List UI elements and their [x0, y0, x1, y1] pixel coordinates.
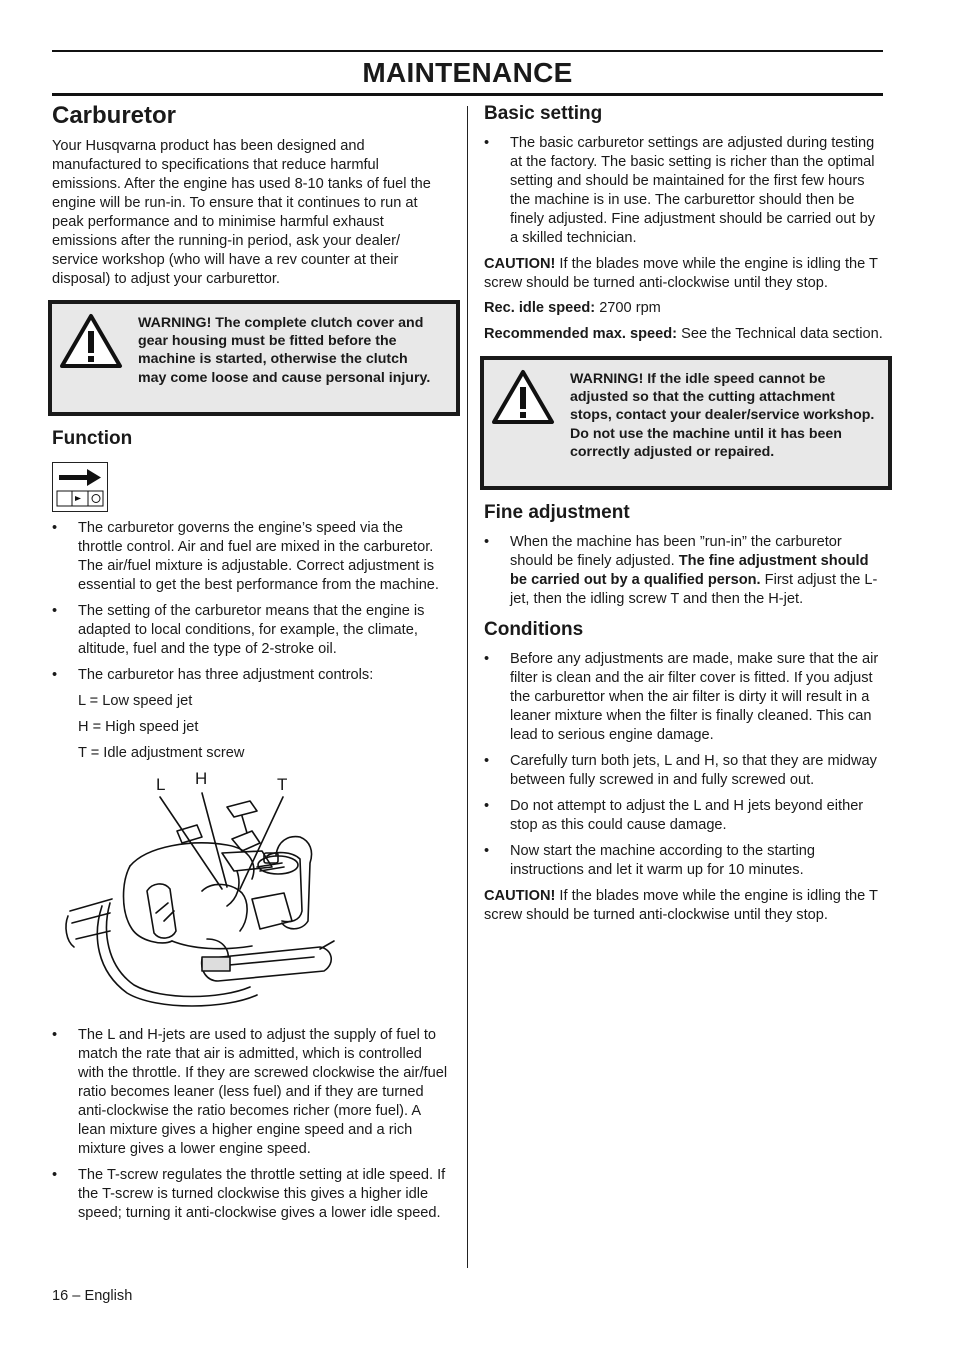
list-item: • The T-screw regulates the throttle setting at idle speed. If the T-screw is turned clockwise this gives a higher idle speed; turning it anti-clockwise gives a lower idle speed. — [52, 1166, 450, 1223]
right-column — [484, 98, 884, 925]
idle-speed-label: Rec. idle speed: — [484, 300, 596, 316]
fine-text-bold: The fine adjustment should be carried out by a qualified person. — [510, 553, 869, 588]
control-idle-screw: T = Idle adjustment screw — [78, 745, 245, 761]
control-low-speed-jet: L = Low speed jet — [78, 693, 193, 709]
fine-adjustment-bullets — [484, 533, 884, 609]
basic-setting-bullets — [484, 134, 884, 248]
caution-label: CAUTION! — [484, 888, 556, 904]
intro-paragraph: Your Husqvarna product has been designed and manufactured to specifications that reduce harmful emissions. After the engine has used 8-10 tanks of fuel the engine will be run-in. To ensure that it continues to run at peak performance and to minimise harmful exhaust emissions after the running-in period, ask your dealer/ service workshop (who will have a rev counter at their disposal) to adjust your carburettor. — [52, 138, 431, 287]
fine-text-pre: When the machine has been ”run-in” the carburetor should be finely adjusted. — [510, 534, 842, 569]
fine-text-post: First adjust the L-jet, then the idling screw T and then the H-jet. — [510, 572, 878, 607]
engine-illustration — [52, 771, 450, 1019]
list-item — [484, 533, 884, 609]
page-footer: 16 – English — [52, 1288, 133, 1304]
conditions-heading: Conditions — [484, 619, 584, 640]
jet-bullet-list — [52, 1026, 450, 1223]
warning-box-clutch — [48, 300, 460, 416]
left-column — [52, 98, 450, 1223]
list-item: • Now start the machine according to the starting instructions and let it warm up for 10 minutes. — [484, 842, 884, 880]
carburetor-diagram — [52, 771, 450, 1019]
caution-label: CAUTION! — [484, 256, 556, 272]
warning-triangle-icon — [58, 312, 124, 370]
caution-paragraph-1 — [484, 255, 884, 293]
list-item: • The carburetor has three adjustment controls: — [52, 666, 450, 685]
function-bullet-list — [52, 519, 450, 685]
header-rule-bottom — [52, 93, 883, 96]
section-heading-carburetor: Carburetor — [52, 102, 177, 129]
fine-adjustment-heading: Fine adjustment — [484, 502, 630, 523]
page-title: MAINTENANCE — [362, 57, 573, 88]
column-divider — [467, 106, 468, 1268]
list-item: • The basic carburetor settings are adjusted during testing at the factory. The basic setting is richer than the optimal setting and should be maintained for the first few hours the machine is in use. The carburettor should then be finely adjusted. Fine adjustment should be carried out by a skilled technician. — [484, 134, 884, 248]
list-item: • Do not attempt to adjust the L and H jets beyond either stop as this could cause damage. — [484, 797, 884, 835]
function-heading: Function — [52, 428, 133, 449]
warning-text-idle: WARNING! If the idle speed cannot be adjusted so that the cutting attachment stops, contact your dealer/service workshop. Do not use the machine until it has been correctly adjusted or repaired. — [570, 371, 875, 460]
list-item: • The L and H-jets are used to adjust the supply of fuel to match the rate that air is admitted, which is controlled with the throttle. If they are screwed clockwise the air/fuel ratio becomes leaner (less fuel) and if they are turned anti-clockwise the ratio becomes richer (more fuel). A lean mixture gives a higher engine speed and a rich mixture gives a lower engine speed. — [52, 1026, 450, 1159]
max-speed-line — [484, 325, 884, 344]
list-item: • The carburetor governs the engine’s speed via the throttle control. Air and fuel are mixed in the carburetor. The air/fuel mixture is adjustable. Correct adjustment is essential to get the best performance from the machine. — [52, 519, 450, 595]
diagram-label-l: L — [156, 775, 166, 794]
idle-speed-value: 2700 rpm — [599, 300, 661, 316]
list-item: • Before any adjustments are made, make sure that the air filter is clean and the air filter cover is fitted. If you adjust the carburettor when the air filter is dirty it will result in a leaner mixture when the filter is finally cleaned. This can lead to serious engine damage. — [484, 650, 884, 745]
warning-box-idle — [480, 356, 892, 490]
caution-text: If the blades move while the engine is idling the T screw should be turned anti-clockwise until they stop. — [484, 256, 878, 291]
control-high-speed-jet: H = High speed jet — [78, 719, 199, 735]
basic-setting-heading: Basic setting — [484, 103, 603, 124]
diagram-label-h: H — [195, 769, 208, 788]
warning-triangle-icon — [490, 368, 556, 426]
throttle-arrow-icon — [53, 463, 107, 511]
function-icon — [52, 462, 108, 512]
conditions-bullets — [484, 650, 884, 880]
header-rule-top — [52, 50, 883, 52]
idle-speed-line — [484, 299, 884, 318]
max-speed-label: Recommended max. speed: — [484, 326, 678, 342]
max-speed-value: See the Technical data section. — [681, 326, 883, 342]
list-item: • Carefully turn both jets, L and H, so that they are midway between fully screwed in and fully screwed out. — [484, 752, 884, 790]
caution-text: If the blades move while the engine is idling the T screw should be turned anti-clockwise until they stop. — [484, 888, 878, 923]
warning-text-clutch: WARNING! The complete clutch cover and gear housing must be fitted before the machine is started, otherwise the clutch may come loose and cause personal injury. — [138, 315, 431, 386]
caution-paragraph-2 — [484, 887, 884, 925]
diagram-label-t: T — [277, 775, 288, 794]
list-item: • The setting of the carburetor means that the engine is adapted to local conditions, for example, the climate, altitude, fuel and the type of 2-stroke oil. — [52, 602, 450, 659]
